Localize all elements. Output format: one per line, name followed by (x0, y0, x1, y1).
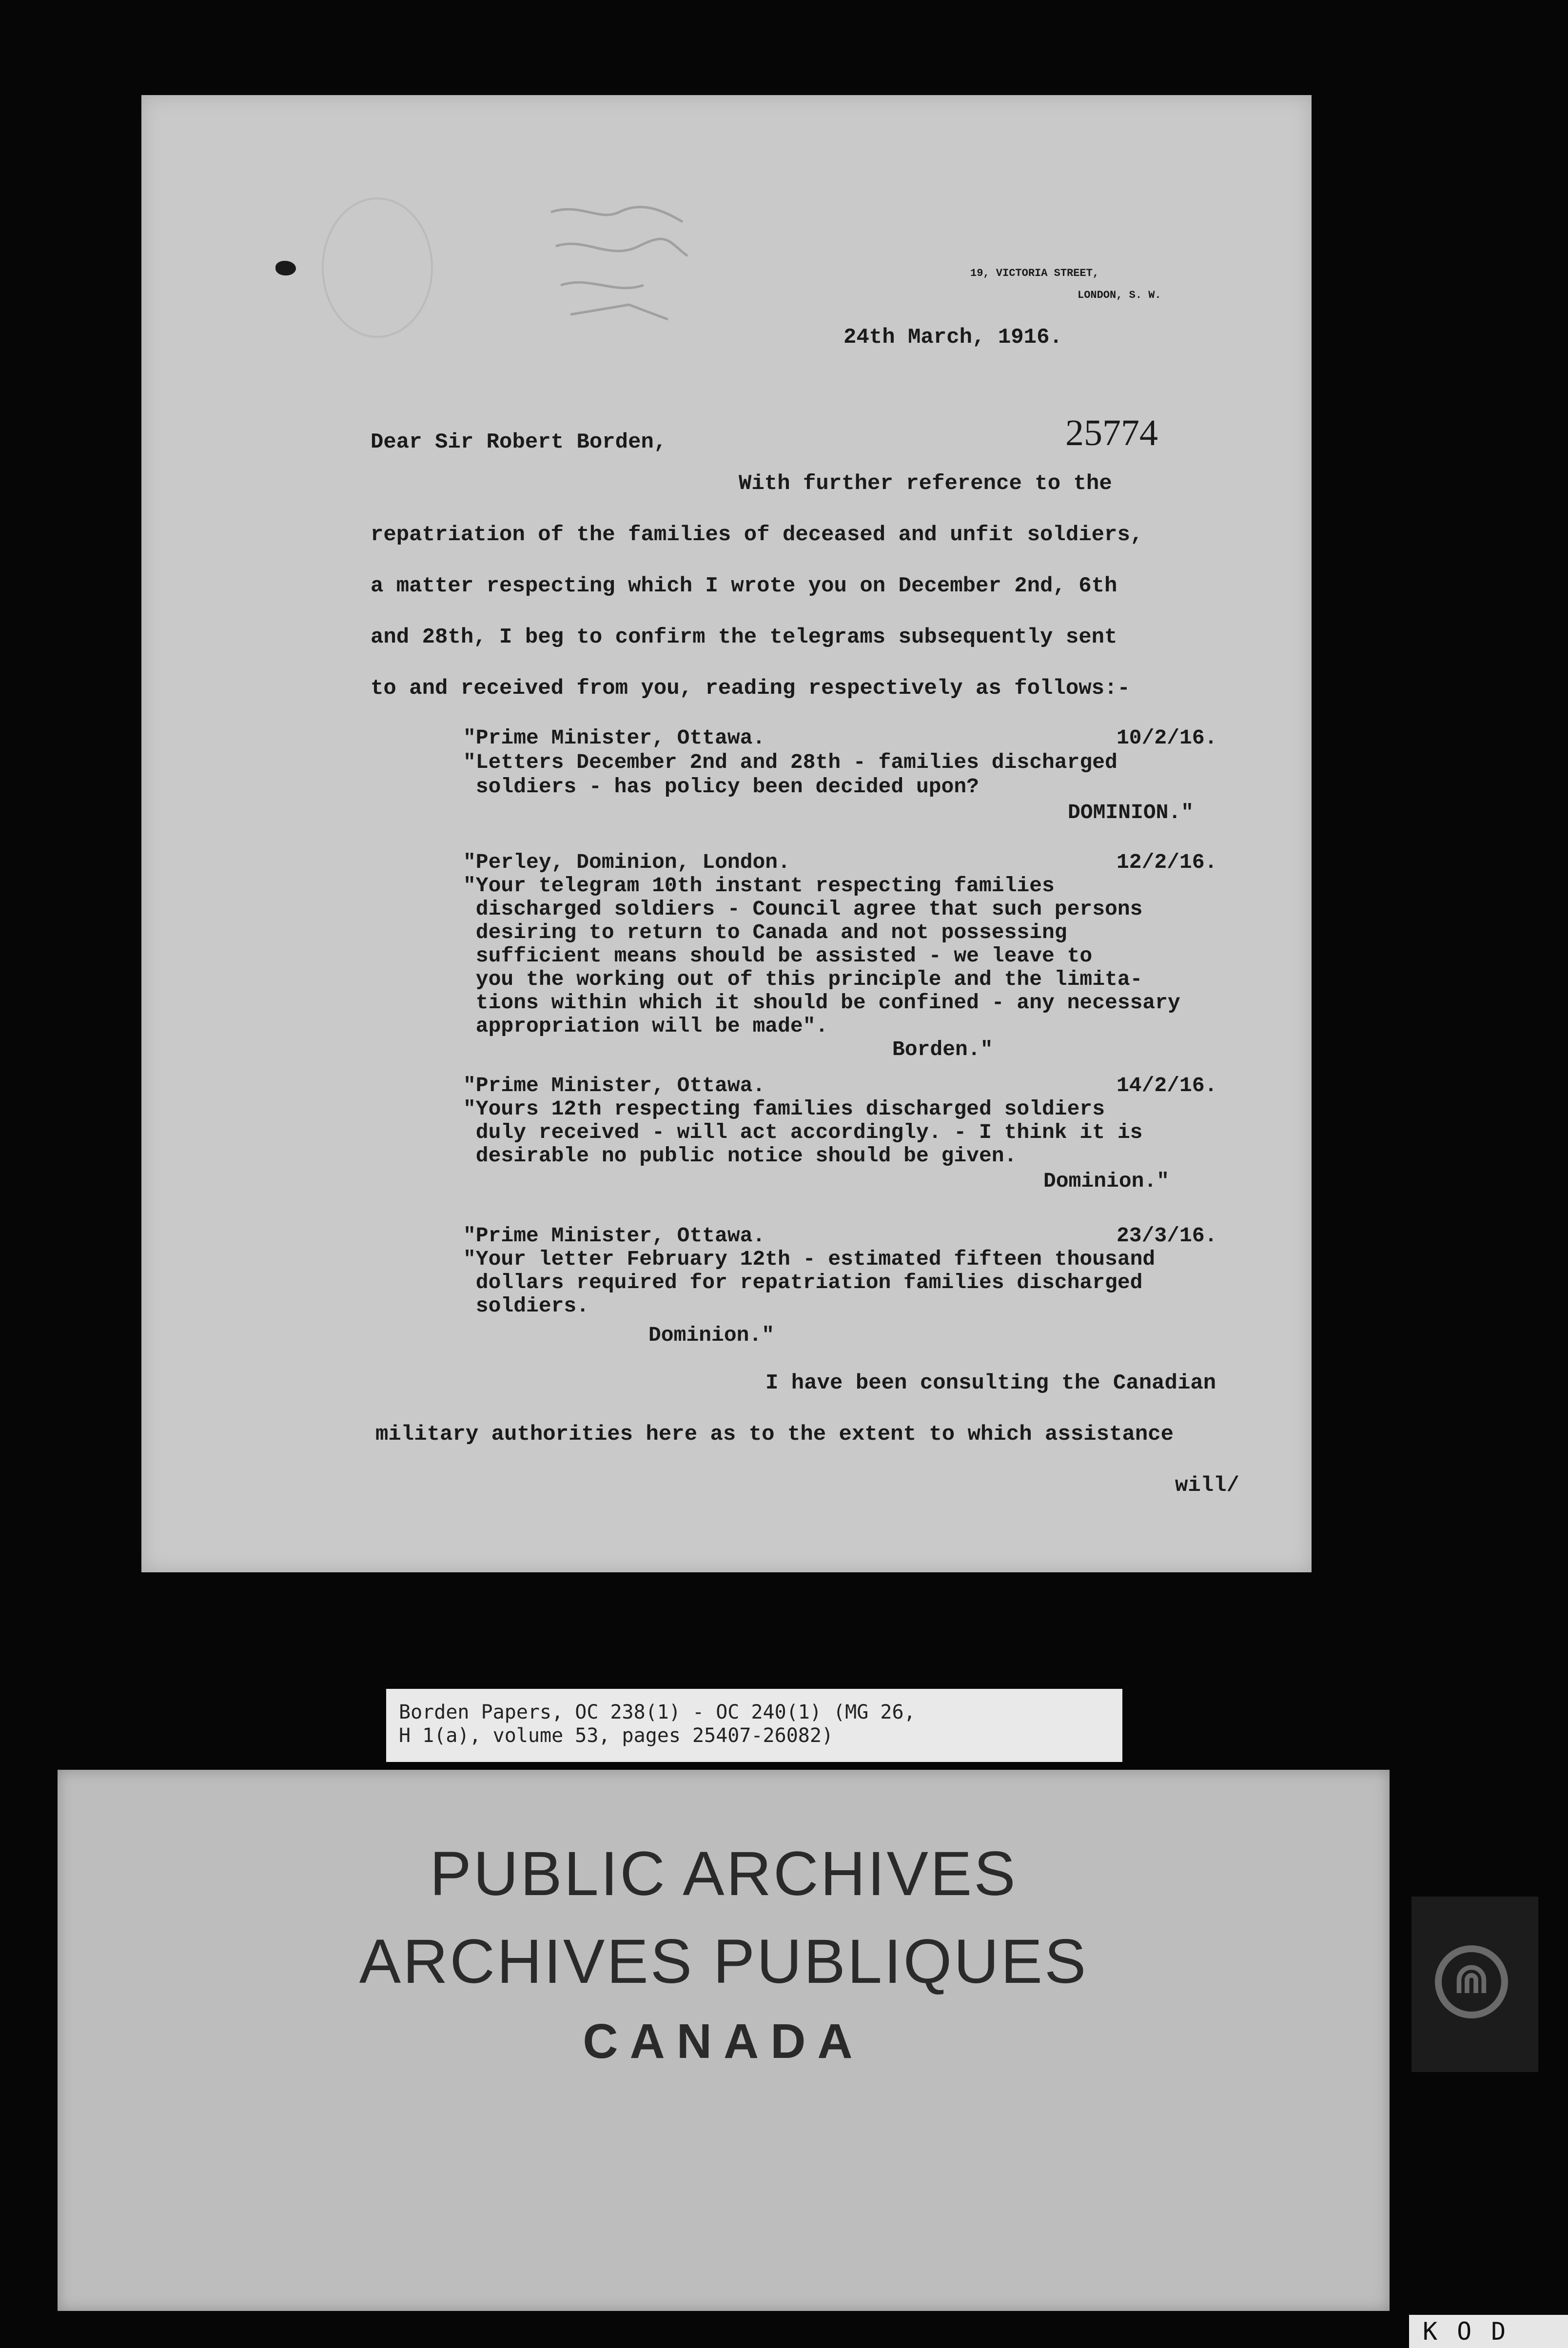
telegram-date: 14/2/16. (1117, 1074, 1217, 1097)
page-number: 25774 (1065, 412, 1158, 453)
citation-line: Borden Papers, OC 238(1) - OC 240(1) (MG 26, (399, 1701, 916, 1723)
body-line: to and received from you, reading respectively as follows:- (371, 676, 1130, 701)
archives-title-english: PUBLIC ARCHIVES (430, 1839, 1018, 1909)
telegram-date: 23/3/16. (1117, 1224, 1217, 1248)
telegram-addressee: "Prime Minister, Ottawa. (463, 726, 765, 750)
telegram-line: appropriation will be made". (463, 1014, 828, 1038)
telegram-line: duly received - will act accordingly. - I think it is (463, 1120, 1143, 1144)
telegram-line: tions within which it should be confined - any necessary (463, 991, 1180, 1015)
telegram-line: discharged soldiers - Council agree that such persons (463, 897, 1143, 921)
telegram-addressee: "Prime Minister, Ottawa. (463, 1074, 765, 1097)
telegram-line: "Letters December 2nd and 28th - families discharged (463, 750, 1117, 774)
telegram-signature: Dominion." (1043, 1169, 1170, 1193)
handwritten-annotation (541, 193, 697, 334)
body-line: repatriation of the families of deceased and unfit soldiers, (371, 523, 1143, 547)
letterhead-address-street: 19, VICTORIA STREET, (970, 267, 1099, 279)
archives-title-french: ARCHIVES PUBLIQUES (359, 1927, 1088, 1996)
letterhead-address-city: LONDON, S. W. (1078, 289, 1161, 301)
telegram-signature: Dominion." (648, 1323, 775, 1347)
telegram-date: 12/2/16. (1117, 850, 1217, 874)
archives-placard (58, 1770, 1390, 2311)
body-line: and 28th, I beg to confirm the telegrams subsequently sent (371, 625, 1117, 649)
body-line: With further reference to the (739, 471, 1112, 496)
telegram-signature: DOMINION." (1068, 801, 1194, 824)
embossed-seal (322, 197, 433, 338)
telegram-line: "Yours 12th respecting families discharged soldiers (463, 1097, 1105, 1121)
telegram-line: "Your letter February 12th - estimated fifteen thousand (463, 1247, 1156, 1271)
telegram-line: sufficient means should be assisted - we leave to (463, 944, 1093, 968)
citation-line: H 1(a), volume 53, pages 25407-26082) (399, 1724, 834, 1747)
closing-line: military authorities here as to the extent to which assistance (375, 1422, 1174, 1447)
body-line: a matter respecting which I wrote you on December 2nd, 6th (371, 574, 1117, 598)
archives-logo-glyph-icon: ⋒ (1453, 1953, 1490, 2004)
telegram-line: desirable no public notice should be given. (463, 1144, 1017, 1168)
citation-slip (386, 1689, 1122, 1762)
telegram-date: 10/2/16. (1117, 726, 1217, 750)
telegram-addressee: "Perley, Dominion, London. (463, 850, 790, 874)
telegram-line: "Your telegram 10th instant respecting families (463, 874, 1055, 898)
telegram-line: dollars required for repatriation families discharged (463, 1271, 1143, 1294)
film-edge-marking: KOD (1409, 2315, 1568, 2348)
salutation: Dear Sir Robert Borden, (371, 430, 667, 454)
telegram-line: you the working out of this principle and the limita- (463, 967, 1143, 991)
ink-blot (275, 261, 296, 275)
telegram-line: desiring to return to Canada and not possessing (463, 920, 1067, 944)
archives-country: CANADA (583, 2014, 864, 2069)
telegram-line: soldiers. (463, 1294, 589, 1318)
closing-line: I have been consulting the Canadian (765, 1371, 1216, 1395)
continuation-catchword: will/ (1175, 1473, 1240, 1498)
archives-logo (1411, 1897, 1538, 2072)
telegram-addressee: "Prime Minister, Ottawa. (463, 1224, 765, 1248)
letter-date: 24th March, 1916. (843, 325, 1062, 350)
letter-page (141, 95, 1312, 1572)
telegram-signature: Borden." (892, 1037, 993, 1061)
telegram-line: soldiers - has policy been decided upon? (463, 775, 979, 799)
